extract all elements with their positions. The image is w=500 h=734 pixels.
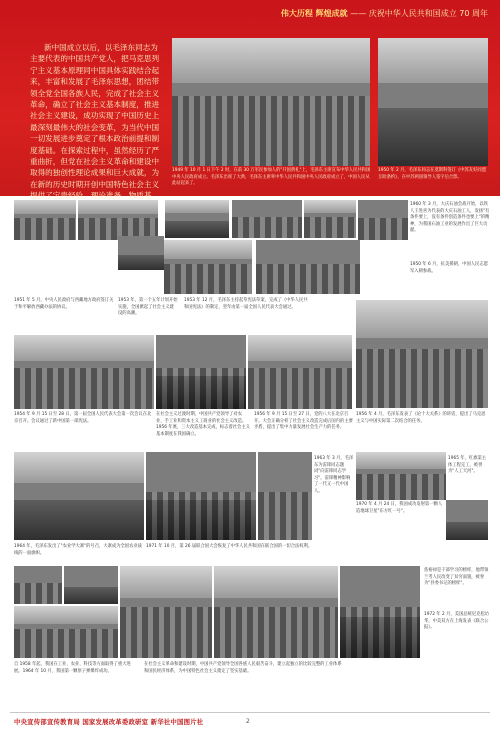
poster-header	[281, 8, 488, 19]
dazhai-photo	[146, 452, 256, 540]
construction-photo	[118, 236, 164, 270]
canal-photo	[446, 500, 488, 540]
reform-photo	[156, 335, 246, 409]
footer-divider	[10, 712, 490, 713]
header-title-bold: 伟大历程 辉煌成就	[280, 9, 348, 18]
caption-founding: 1949 年 10 月 1 日下午 2 时，在前 30 万军民参加人的"开国典礼"上，毛泽东主席宣布中华人民共和国中央人民政府成立。毛泽东出席了大典，毛泽东主席率中华人民共和国中央人民政府成立了，中国人民从此站起来了。	[172, 168, 371, 187]
lei-feng-photo	[258, 452, 312, 540]
caption-lei-feng: 1963 年 3 月，毛泽东为雷锋同志题词"向雷锋同志学习"。雷锋精神影响了一代又一代中国人。	[314, 456, 354, 494]
caption-npc: 1954 年 9 月 15 日至 28 日，第一届全国人民代表大会第一次会议在北京召开。会议通过了新中国第一部宪法。	[14, 412, 152, 424]
caption-red-flag-canal: 1965 年，红旗渠主体工程完工，被誉为"人工天河"。	[448, 456, 487, 475]
caption-nuclear: 自 1958 年起，我国在工业、农业、科技等方面取得了重大进展。1964 年 10 月，我国第一颗原子弹爆炸成功。	[14, 662, 131, 674]
industry-photo	[64, 566, 118, 604]
nixon-visit-photo	[214, 566, 338, 658]
header-title-rest: —— 庆祝中华人民共和国成立 70 周年	[350, 9, 488, 18]
caption-un-seat: 1971 年 10 月，第 26 届联合国大会恢复了中华人民共和国在联合国的一切合法权利。	[146, 544, 313, 549]
jiao-yulu-photo	[340, 566, 420, 658]
caption-transformation: 在社会主义过渡时期，中国共产党领导了对农业、手工业和资本主义工商业的社会主义改造。1956 年底，三大改造基本完成，标志着社会主义基本制度在我国确立。	[156, 412, 250, 437]
caption-dazhai: 1964 年，毛泽东发出了"农业学大寨"的号召，大寨成为全国农业战线的一面旗帜。	[14, 544, 142, 556]
party-congress-photo	[248, 335, 352, 409]
volunteer-army-photo	[14, 200, 76, 240]
pilot-portrait-photo	[120, 566, 212, 658]
caption-moscow: 1950 年 2 月，毛泽东同志在莫斯科签订《中苏友好同盟互助条约》，在中苏两国领导人签字后合影。	[378, 168, 486, 180]
caption-satellite: 1970 年 4 月 24 日，我国成功发射第一颗人造地球卫星"东方红一号"。	[356, 502, 443, 514]
tibet-agreement-photo	[78, 200, 158, 240]
workers-photo	[358, 200, 408, 240]
caption-summary: 在社会主义革命和建设时期，中国共产党领导全国各族人民艰苦奋斗，建立起独立的比较完整的工业体系和国民经济体系，为中国特色社会主义奠定了坚实基础。	[144, 662, 342, 674]
atomic-bomb-photo	[14, 452, 144, 540]
page-number: 2	[246, 718, 250, 725]
eighth-congress-photo	[356, 300, 488, 408]
constitution-draft-photo	[164, 240, 252, 294]
caption-tibet: 1951 年 5 月，中央人民政府与西藏地方政府签订关于和平解放西藏办法的协议。	[14, 298, 114, 310]
caption-daqing: 1960 年 3 月，大庆石油会战开始，以铁人王进喜为代表的大庆石油工人，发扬"有条件要上，没有条件创造条件也要上"的精神，为我国石油工业的发展作出了巨大贡献。	[410, 202, 490, 234]
caption-nixon: 1972 年 2 月，美国总统尼克松访华，中美双方在上海发表《联合公报》。	[424, 612, 490, 631]
npc-hall-photo	[14, 335, 154, 409]
founding-ceremony-photo	[172, 38, 370, 166]
parade-photo	[304, 200, 356, 238]
caption-constitution: 1953 年 12 月，毛泽东主持起草宪法草案，完成了《中华人民共和国宪法》的制定，翌年由第一届全国人民代表大会通过。	[184, 298, 308, 310]
crowd-photo	[232, 200, 302, 238]
caption-ten-relations: 1956 年 4 月，毛泽东发表了《论十大关系》的讲话，提出了马克思主义与中国实际第二次结合的任务。	[356, 412, 486, 424]
intro-paragraph: 新中国成立以后，以毛泽东同志为主要代表的中国共产党人，把马克思列宁主义基本原理同中国具体实践结合起来，丰富和发展了毛泽东思想，团结带领全党全国各族人民，完成了社会主义革命，确立了社会主义基本制度，推进社会主义建设，成功实现了中国历史上最深刻最伟大的社会变革，为当代中国一切发展进步奠定了根本政治前提和制度基础。在探索过程中，虽然经历了严重曲折，但党在社会主义革命和建设中取得的独创性理论成果和巨大成就，为在新的历史时期开创中国特色社会主义提供了宝贵经验、理论准备、物质基	[30, 43, 160, 201]
soldier-photo-1	[14, 566, 62, 604]
caption-jiao-yulu: 焦裕禄是干部学习的榜样，他带领兰考人民改变了贫穷面貌，被誉为"县委书记的榜样"。	[424, 568, 489, 587]
tiananmen-photo	[378, 38, 488, 166]
caption-volunteers: 1950 年 6 月，抗美援朝，中国人民志愿军入朝参战。	[410, 262, 488, 274]
factory-photo	[165, 200, 229, 238]
satellite-photo	[356, 452, 446, 500]
caption-eighth-congress: 1956 年 9 月 15 日至 27 日，党的八大在北京召开。大会正确分析了社会主义改造完成后国内的主要矛盾，提出了集中力量发展社会生产力的任务。	[254, 412, 353, 431]
caption-five-year-plan: 1953 年，第一个五年计划开始实施，全国掀起了社会主义建设的高潮。	[118, 298, 178, 317]
oilfield-photo	[14, 606, 118, 658]
footer-source: 中央宣传部宣传教育局 国家发展改革委政研室 新华社中国图片社	[14, 718, 204, 726]
rally-photo	[256, 240, 360, 294]
